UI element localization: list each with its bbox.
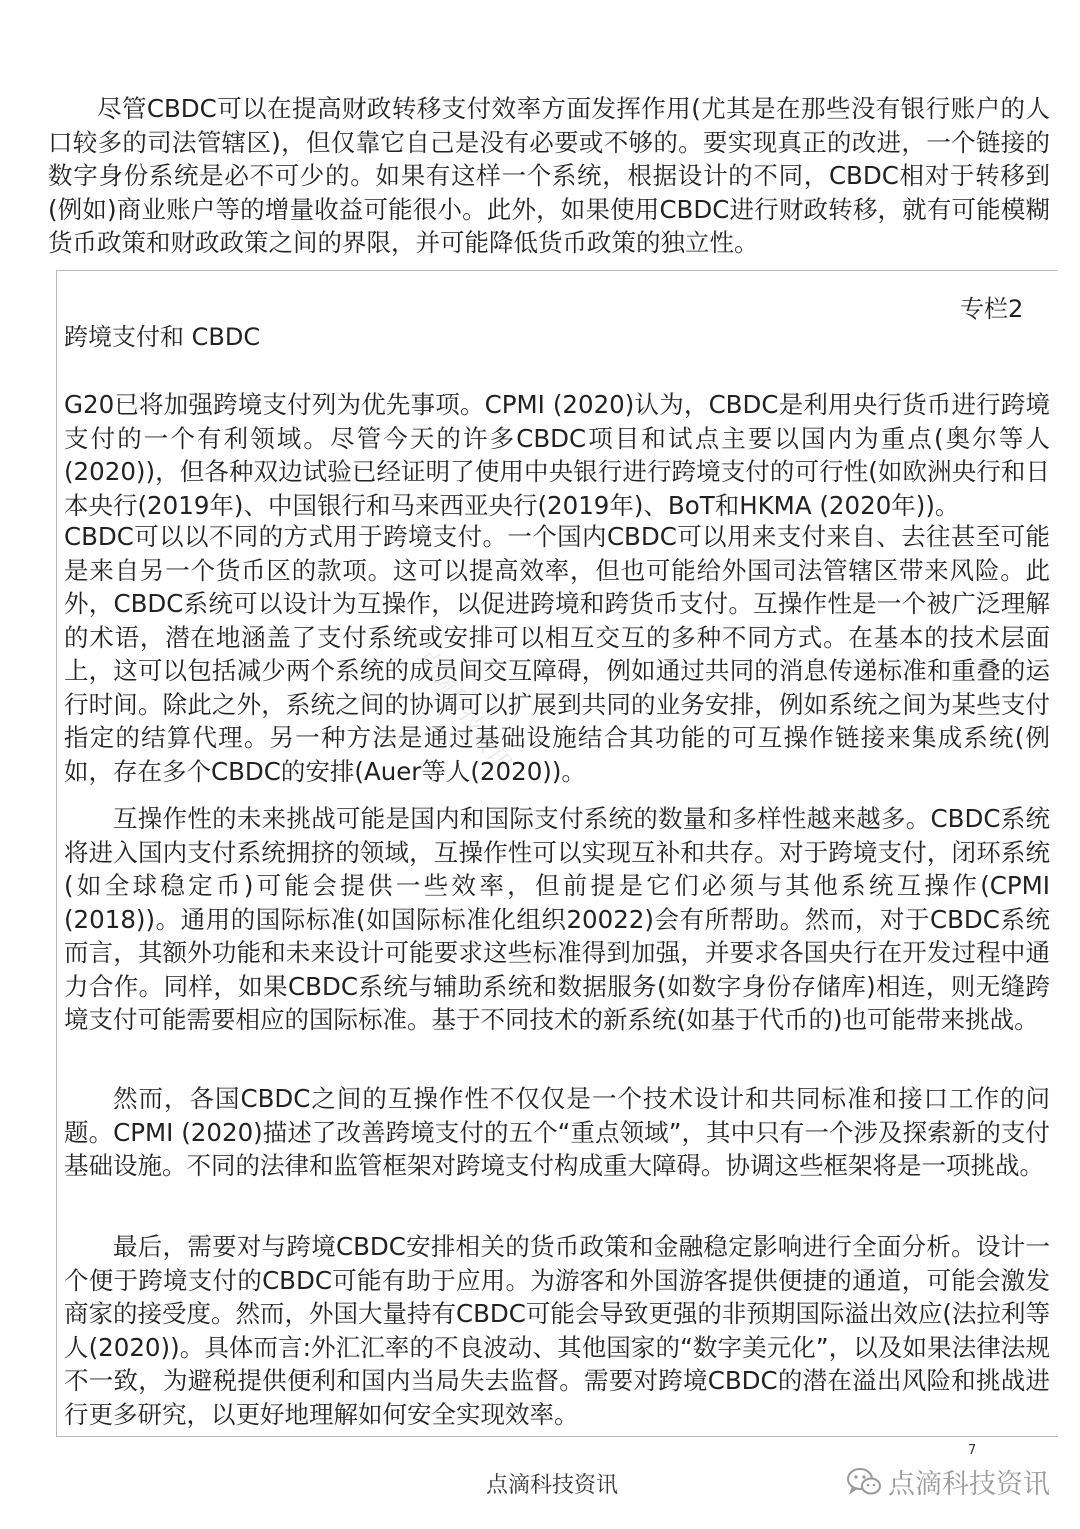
box-paragraph-5: 最后，需要对与跨境CBDC安排相关的货币政策和金融稳定影响进行全面分析。设计一个便于跨境支付的CBDC可能有助于应用。为游客和外国游客提供便捷的通道，可能会激发商家的接受度。然而，外国大量持有CBDC可能会导致更强的非预期国际溢出效应(法拉利等人(2020))。具体而言:外汇汇率的不良波动、其他国家的“数字美元化”，以及如果法律法规不一致，为避税提供便利和国内当局失去监督。需要对跨境CBDC的潜在溢出风险和挑战进行更多研究，以更好地理解如何安全实现效率。: [64, 1232, 1050, 1429]
box-paragraph-3: 互操作性的未来挑战可能是国内和国际支付系统的数量和多样性越来越多。CBDC系统将进入国内支付系统拥挤的领域，互操作性可以实现互补和共存。对于跨境支付，闭环系统(如全球稳定币)可能会提供一些效率，但前提是它们必须与其他系统互操作(CPMI (2018))。通用的国际标准(如国际标准化组织20022)会有所帮助。然而，对于CBDC系统而言，其额外功能和未来设计可能要求这些标准得到加强，并要求各国央行在开发过程中通力合作。同样，如果CBDC系统与辅助系统和数据服务(如数字身份存储库)相连，则无缝跨境支付可能需要相应的国际标准。基于不同技术的新系统(如基于代币的)也可能带来挑战。: [64, 804, 1050, 1034]
footer-source: 点滴科技资讯: [486, 1473, 619, 1498]
wechat-icon: [846, 1467, 882, 1497]
watermark-text: 点滴科技资讯: [888, 1469, 1050, 1500]
box-paragraph-4: 然而，各国CBDC之间的互操作性不仅仅是一个技术设计和共同标准和接口工作的问题。CPMI (2020)描述了改善跨境支付的五个“重点领域”，其中只有一个涉及探索新的支付基础设施。不同的法律和监管框架对跨境支付构成重大障碍。协调这些框架将是一项挑战。: [64, 1084, 1050, 1180]
box-title: 跨境支付和 CBDC: [64, 323, 261, 351]
wechat-watermark: [846, 1462, 1050, 1501]
box-label: 专栏2: [960, 295, 1024, 323]
center-watermark: 点滴科技资讯: [412, 643, 518, 778]
box-paragraph-1: G20已将加强跨境支付列为优先事项。CPMI (2020)认为，CBDC是利用央行货币进行跨境支付的一个有利领域。尽管今天的许多CBDC项目和试点主要以国内为重点(奥尔等人(2020))，但各种双边试验已经证明了使用中央银行进行跨境支付的可行性(如欧洲央行和日本央行(2019年)、中国银行和马来西亚央行(2019年)、BoT和HKMA (2020年))。: [64, 390, 1050, 520]
box-paragraph-2: CBDC可以以不同的方式用于跨境支付。一个国内CBDC可以用来支付来自、去往甚至可能是来自另一个货币区的款项。这可以提高效率，但也可能给外国司法管辖区带来风险。此外，CBDC系统可以设计为互操作，以促进跨境和跨货币支付。互操作性是一个被广泛理解的术语，潜在地涵盖了支付系统或安排可以相互交互的多种不同方式。在基本的技术层面上，这可以包括减少两个系统的成员间交互障碍，例如通过共同的消息传递标准和重叠的运行时间。除此之外，系统之间的协调可以扩展到共同的业务安排，例如系统之间为某些支付指定的结算代理。另一种方法是通过基础设施结合其功能的可互操作链接来集成系统(例如，存在多个CBDC的安排(Auer等人(2020))。: [64, 522, 1050, 786]
intro-paragraph: 尽管CBDC可以在提高财政转移支付效率方面发挥作用(尤其是在那些没有银行账户的人口较多的司法管辖区)，但仅靠它自己是没有必要或不够的。要实现真正的改进，一个链接的数字身份系统是必不可少的。如果有这样一个系统，根据设计的不同，CBDC相对于转移到(例如)商业账户等的增量收益可能很小。此外，如果使用CBDC进行财政转移，就有可能模糊货币政策和财政政策之间的界限，并可能降低货币政策的独立性。: [48, 94, 1050, 257]
page-number: 7: [968, 1443, 977, 1458]
